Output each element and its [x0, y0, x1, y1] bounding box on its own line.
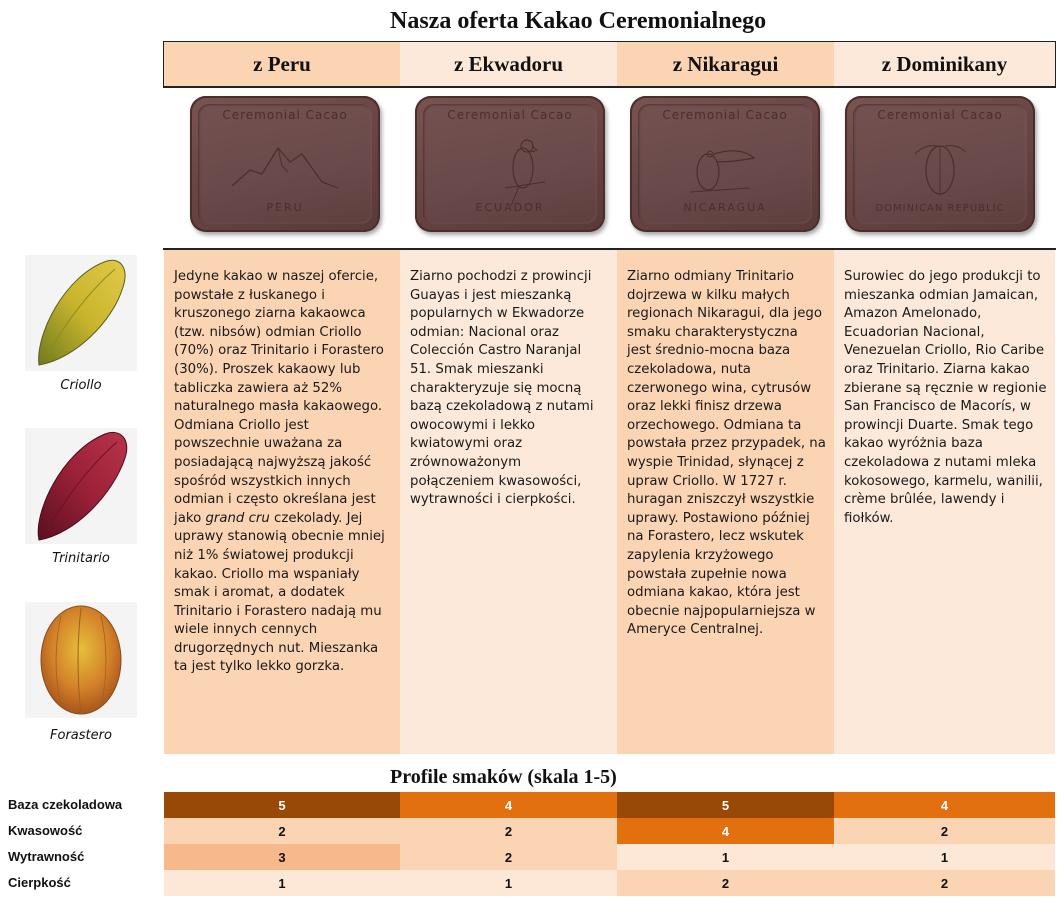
cacao-pod-red-icon — [25, 428, 137, 544]
page-title: Nasza oferta Kakao Ceremonialnego — [390, 8, 767, 34]
profile-cell: 1 — [834, 844, 1055, 870]
cacao-pod-yellow-icon — [25, 255, 137, 371]
profile-cell: 5 — [164, 792, 400, 818]
bar-country-text: PERU — [266, 201, 304, 214]
profile-cell: 2 — [834, 818, 1055, 844]
profile-row-label: Cierpkość — [8, 875, 71, 890]
cacao-bar-ecuador — [410, 90, 610, 238]
description-peru: Jedyne kakao w naszej ofercie, powstałe z łuskanego i kruszonego ziarna kakaowca (tzw. nibsów) odmian Criollo (70%) oraz Trinitario i Forastero (30%). Proszek kakaowy lub tabliczka zawiera aż 52% naturalnego masła kakaowego. Odmiana Criollo jest powszechnie uważana za posiadającą najwyższą jakość spośród wszystkich innych odmian i często określana jest jako grand cru czekolady. Jej uprawy stanowią obecnie mniej niż 1% światowej produkcji kakao. Criollo ma wspaniały smak i aromat, a dodatek Trinitario i Forastero nadają mu wiele innych cennych drugorzędnych nut. Mieszanka ta jest tylko lekko gorzka. — [164, 250, 400, 754]
profile-cell: 4 — [400, 792, 617, 818]
bar-brand-text: Ceremonial Cacao — [877, 108, 1003, 122]
column-header-nicaragua: z Nikaragui — [617, 42, 834, 86]
header-right-border — [1055, 41, 1056, 87]
column-header-peru: z Peru — [164, 42, 400, 86]
profile-cell: 5 — [617, 792, 834, 818]
cacao-bar-dominican — [840, 90, 1040, 238]
bar-country-text: NICARAGUA — [683, 201, 767, 214]
profile-cell: 2 — [400, 818, 617, 844]
pod-label-criollo: Criollo — [60, 378, 102, 393]
column-header-ecuador: z Ekwadoru — [400, 42, 617, 86]
cacao-bar-nicaragua — [625, 90, 825, 238]
header-bottom-line — [163, 86, 1056, 88]
bar-brand-text: Ceremonial Cacao — [222, 108, 348, 122]
profile-cell: 3 — [164, 844, 400, 870]
column-header-dominican: z Dominikany — [834, 42, 1055, 86]
profile-cell: 2 — [400, 844, 617, 870]
profile-row — [0, 844, 1060, 870]
profile-row-label: Kwasowość — [8, 823, 83, 838]
profile-cell: 1 — [400, 870, 617, 896]
profile-cell: 2 — [617, 870, 834, 896]
profile-cell: 1 — [617, 844, 834, 870]
bar-country-text: DOMINICAN REPUBLIC — [875, 203, 1005, 214]
bar-brand-text: Ceremonial Cacao — [662, 108, 788, 122]
profile-cell: 4 — [617, 818, 834, 844]
cacao-pod-orange-icon — [25, 602, 137, 718]
description-dominican: Surowiec do jego produkcji to mieszanka odmian Jamaican, Amazon Amelonado, Ecuadorian Nacional, Venezuelan Criollo, Rio Caribe oraz Trinitario. Ziarna kakao zbierane są ręcznie w regionie San Francisco de Macorís, w prowincji Duarte. Smak tego kakao wyróżnia baza czekoladowa z nutami mleka kokosowego, karmelu, wanilii, crème brûlée, lawendy i fiołków. — [834, 250, 1055, 754]
pod-label-forastero: Forastero — [50, 728, 112, 743]
profile-row — [0, 792, 1060, 818]
profile-cell: 2 — [164, 818, 400, 844]
profile-row-label: Wytrawność — [8, 849, 85, 864]
profile-row-label: Baza czekoladowa — [8, 797, 123, 812]
profile-cell: 2 — [834, 870, 1055, 896]
bar-country-text: ECUADOR — [475, 201, 545, 214]
profile-row — [0, 818, 1060, 844]
bar-brand-text: Ceremonial Cacao — [447, 108, 573, 122]
profile-title: Profile smaków (skala 1-5) — [390, 766, 617, 788]
profile-cell: 4 — [834, 792, 1055, 818]
pod-label-trinitario: Trinitario — [52, 551, 110, 566]
description-nicaragua: Ziarno odmiany Trinitario dojrzewa w kilku małych regionach Nikaragui, dla jego smaku charakterystyczna jest średnio-mocna baza czekoladowa, nuta czerwonego wina, cytrusów oraz lekki finisz drzewa orzechowego. Odmiana ta powstała przez przypadek, na wyspie Trinidad, słynącej z upraw Criollo. W 1727 r. huragan zniszczył wszystkie uprawy. Postawiono później na Forastero, lecz wskutek zapylenia krzyżowego powstała zupełnie nowa odmiana kakao, która jest obecnie najpopularniejsza w Ameryce Centralnej. — [617, 250, 834, 754]
description-ecuador: Ziarno pochodzi z prowincji Guayas i jest mieszanką popularnych w Ekwadorze odmian: Nacional oraz Colección Castro Naranjal 51. Smak mieszanki charakteryzuje się mocną bazą czekoladową z nutami owocowymi i lekko kwiatowymi oraz zrównoważonym połączeniem kwasowości, wytrawności i cierpkości. — [400, 250, 617, 754]
cacao-bar-peru — [185, 90, 385, 238]
profile-cell: 1 — [164, 870, 400, 896]
profile-row — [0, 870, 1060, 896]
